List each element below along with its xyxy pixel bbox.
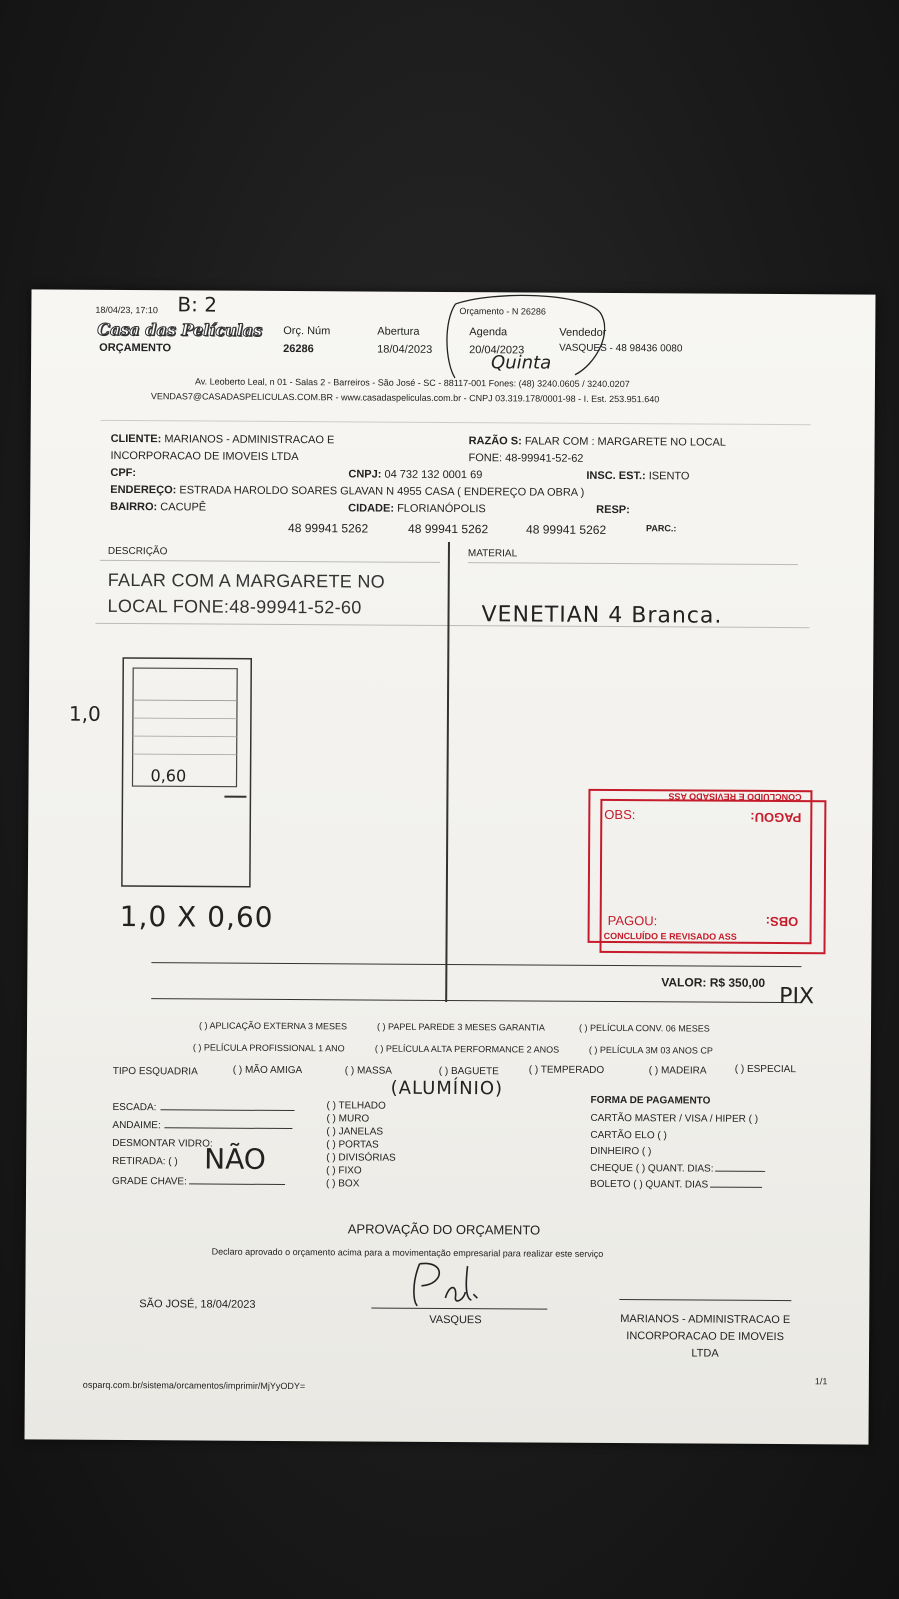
client-line-2: INCORPORACAO DE IMOVEIS LTDA [110,449,299,464]
handwritten-inner-size: 0,60 [150,766,187,786]
cpf-label: CPF: [110,466,137,480]
handwritten-agenda-note: Quinta [491,352,552,374]
printed-timestamp: 18/04/23, 17:10 [95,304,158,316]
column-divider [445,542,449,1002]
local-janelas: ( ) JANELAS [326,1126,384,1138]
payment-title: FORMA DE PAGAMENTO [590,1094,711,1107]
descricao-line-1: FALAR COM A MARGARETE NO [107,569,386,592]
tipo-baguete: ( ) BAGUETE [438,1065,499,1078]
handwritten-nao: NÃO [204,1142,266,1176]
quote-number-label: Orç. Núm [283,324,331,338]
agenda-label: Agenda [469,326,508,339]
payment-boleto: BOLETO ( ) QUANT. DIAS [590,1177,765,1195]
escada-field: ESCADA: [112,1102,294,1114]
seller-value: VASQUES - 48 98436 0080 [559,342,683,355]
window-sketch [64,650,316,932]
retirada-field: RETIRADA: ( ) [112,1155,178,1168]
phone-3: 48 99941 5262 [526,522,607,537]
handwritten-material: VENETIAN 4 Branca. [481,602,723,629]
handwritten-dimensions: 1,0 X 0,60 [119,899,274,934]
option-pelicula-3m: ( ) PELÍCULA 3M 03 ANOS CP [588,1044,713,1056]
payment-list [590,1111,766,1195]
local-box: ( ) BOX [326,1178,360,1190]
client-cidade: CIDADE: FLORIANÓPOLIS [348,502,486,516]
tipo-esquadria-label: TIPO ESQUADRIA [112,1065,198,1078]
grade-chave-field: GRADE CHAVE: [112,1176,285,1188]
payment-cartao-elo: CARTÃO ELO ( ) [590,1129,667,1141]
stamp-top-text: CONCLUÍDO E REVISADO ASS [668,791,802,803]
agenda-date: 20/04/2023 [469,344,525,357]
local-divisorias: ( ) DIVISÓRIAS [326,1152,396,1164]
andaime-field: ANDAIME: [112,1120,292,1132]
local-fixo: ( ) FIXO [326,1165,362,1177]
place-date: SÃO JOSÉ, 18/04/2023 [139,1298,256,1311]
tipo-massa: ( ) MASSA [344,1065,393,1077]
tipo-especial: ( ) ESPECIAL [734,1063,796,1076]
locais-list [326,1099,396,1190]
local-muro: ( ) MURO [326,1113,370,1125]
seller-signature-name: VASQUES [429,1313,482,1327]
opening-label: Abertura [377,325,420,338]
razao-social: RAZÃO S: FALAR COM : MARGARETE NO LOCAL [468,435,726,449]
material-label: MATERIAL [467,548,518,560]
valor-total: VALOR: R$ 350,00 [661,975,766,990]
option-aplicacao-externa: ( ) APLICAÇÃO EXTERNA 3 MESES [198,1020,348,1032]
footer-page: 1/1 [814,1376,828,1387]
tipo-mao-amiga: ( ) MÃO AMIGA [232,1064,303,1077]
client-bairro: BAIRRO: CACUPÊ [110,500,207,514]
phone-2: 48 99941 5262 [408,521,489,537]
handwritten-aluminio: (ALUMÍNIO) [390,1077,504,1100]
payment-cartao-master: CARTÃO MASTER / VISA / HIPER ( ) [590,1112,759,1125]
client-address: ENDEREÇO: ESTRADA HAROLDO SOARES GLAVAN N 4955 CASA ( ENDEREÇO DA OBRA ) [110,483,585,499]
client-line-1: CLIENTE: MARIANOS - ADMINISTRACAO E [110,432,335,447]
approval-declaration: Declaro aprovado o orçamento acima para a movimentação empresarial para realizar este serviço [211,1246,604,1259]
resp-label: RESP: [596,503,630,517]
tipo-madeira: ( ) MADEIRA [648,1065,707,1077]
stamp-bottom-text: CONCLUÍDO E REVISADO ASS [603,930,737,942]
desmontar-vidro-field: DESMONTAR VIDRO: [112,1137,213,1150]
opening-date: 18/04/2023 [377,343,433,356]
quote-number-value: 26286 [283,342,314,356]
stamp-obs-label: OBS: [604,806,636,823]
payment-dinheiro: DINHEIRO ( ) [590,1145,652,1158]
stamp-obs-inverted: OBS: [765,913,799,930]
company-contacts: VENDAS7@CASADASPELICULAS.COM.BR - www.casadaspeliculas.com.br - CNPJ 03.319.178/0001-98 - I. Est. 253.951.640 [150,391,660,405]
stamp-pagou-label: PAGOU: [607,912,658,929]
stamp-pagou-inverted: PAGOU: [750,809,802,826]
seller-label: Vendedor [559,326,607,339]
quote-document [24,289,875,1444]
cnpj: CNPJ: 04 732 132 0001 69 [348,468,483,482]
local-telhado: ( ) TELHADO [326,1100,386,1112]
document-title: Orçamento - N 26286 [459,306,546,317]
company-address: Av. Leoberto Leal, n 01 - Salas 2 - Barreiros - São José - SC - 88117-001 Fones: (48) 3240.0605 / 3240.0207 [194,376,630,390]
footer-url: osparq.com.br/sistema/orcamentos/imprimir/MjYyODY= [82,1379,306,1392]
payment-cheque: CHEQUE ( ) QUANT. DIAS: [590,1160,765,1178]
option-papel-parede: ( ) PAPEL PAREDE 3 MESES GARANTIA [376,1021,545,1033]
parc-label: PARC.: [646,523,677,534]
document-type: ORÇAMENTO [99,341,172,355]
option-alta-performance: ( ) PELÍCULA ALTA PERFORMANCE 2 ANOS [374,1043,560,1055]
handwritten-height: 1,0 [68,701,101,726]
handwritten-pix: PIX [779,984,815,1010]
phone-1: 48 99941 5262 [288,521,369,536]
seller-signature [405,1254,495,1311]
tipo-temperado: ( ) TEMPERADO [528,1064,605,1076]
option-pelicula-conv: ( ) PELÍCULA CONV. 06 MESES [578,1022,710,1034]
client-signature-name: MARIANOS - ADMINISTRACAO E INCORPORACAO DE IMOVEIS LTDA [620,1313,791,1360]
inscricao-estadual: INSC. EST.: ISENTO [586,469,690,483]
descricao-label: DESCRIÇÃO [107,545,168,558]
handwritten-initials: B: 2 [177,292,218,317]
company-logo: Casa das Películas [97,319,263,340]
approval-title: APROVAÇÃO DO ORÇAMENTO [347,1221,541,1238]
client-phone: FONE: 48-99941-52-62 [468,452,584,465]
local-portas: ( ) PORTAS [326,1139,379,1151]
option-pelicula-profissional: ( ) PELÍCULA PROFISSIONAL 1 ANO [192,1042,345,1054]
descricao-line-2: LOCAL FONE:48-99941-52-60 [107,595,362,618]
